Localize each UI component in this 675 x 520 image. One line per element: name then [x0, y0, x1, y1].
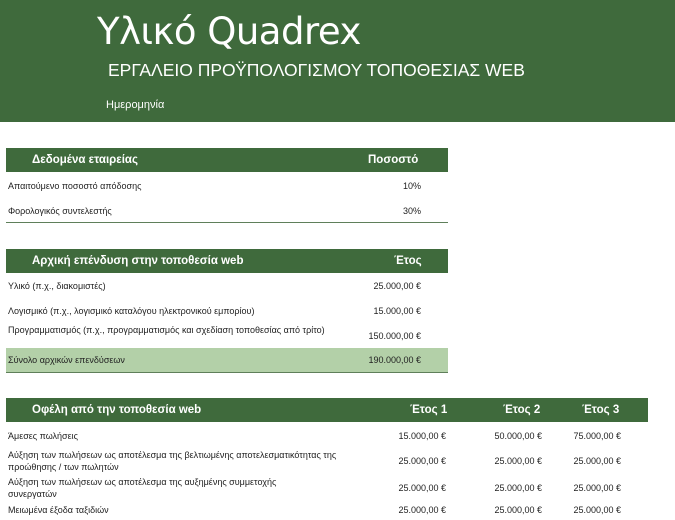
row-value-year-2: 25.000,00 €: [494, 483, 542, 493]
row-value-year-1: 15.000,00 €: [398, 431, 446, 441]
row-label: Απαιτούμενο ποσοστό απόδοσης: [8, 181, 142, 191]
table-row[interactable]: [6, 502, 648, 518]
table-row[interactable]: [6, 303, 448, 319]
benefits-col-year-3: Έτος 3: [582, 404, 620, 416]
row-value-year-1: 25.000,00 €: [398, 505, 446, 515]
investment-col-year: Έτος: [394, 255, 422, 267]
investment-header: [6, 249, 448, 273]
benefits-col-year-2: Έτος 2: [503, 404, 541, 416]
table-bottom-rule: [6, 372, 448, 373]
page-title: Υλικό Quadrex: [97, 10, 361, 53]
row-value-year-3: 75.000,00 €: [573, 431, 621, 441]
row-label: Προγραμματισμός (π.χ., προγραμματισμός και σχεδίαση τοποθεσίας από τρίτο): [8, 325, 325, 335]
table-row[interactable]: [6, 203, 448, 219]
benefits-header: [6, 398, 648, 422]
row-value: 10%: [402, 181, 421, 191]
table-row[interactable]: [6, 475, 648, 501]
row-value: 30%: [402, 206, 421, 216]
row-value: 15.000,00 €: [373, 306, 421, 316]
row-value-year-2: 50.000,00 €: [494, 431, 542, 441]
total-value: 190.000,00 €: [368, 355, 421, 365]
row-label: Υλικό (π.χ., διακομιστές): [8, 281, 106, 291]
table-row[interactable]: [6, 323, 448, 349]
table-row[interactable]: [6, 178, 448, 194]
row-label: Λογισμικό (π.χ., λογισμικό καταλόγου ηλεκτρονικού εμπορίου): [8, 306, 255, 316]
page-subtitle: ΕΡΓΑΛΕΙΟ ΠΡΟΫΠΟΛΟΓΙΣΜΟΥ ΤΟΠΟΘΕΣΙΑΣ WEB: [108, 60, 525, 80]
row-value-year-2: 25.000,00 €: [494, 456, 542, 466]
row-label: Φορολογικός συντελεστής: [8, 206, 112, 216]
row-label: Άμεσες πωλήσεις: [8, 431, 78, 441]
date-label[interactable]: Ημερομηνία: [106, 99, 165, 111]
header-banner: [0, 0, 675, 122]
company-data-col-percent: Ποσοστό: [368, 154, 419, 166]
row-value-year-1: 25.000,00 €: [398, 483, 446, 493]
investment-heading: Αρχική επένδυση στην τοποθεσία web: [32, 255, 244, 267]
row-value-year-3: 25.000,00 €: [573, 456, 621, 466]
row-label: Αύξηση των πωλήσεων ως αποτέλεσμα της βελτιωμένης αποτελεσματικότητας της προώθησης / των πωλητών: [8, 450, 337, 472]
table-row[interactable]: [6, 278, 448, 294]
row-label: Μειωμένα έξοδα ταξιδιών: [8, 505, 109, 515]
benefits-col-year-1: Έτος 1: [410, 404, 448, 416]
row-value: 150.000,00 €: [368, 331, 421, 341]
total-label: Σύνολο αρχικών επενδύσεων: [8, 355, 125, 365]
row-value-year-3: 25.000,00 €: [573, 505, 621, 515]
row-label: Αύξηση των πωλήσεων ως αποτέλεσμα της αυξημένης συμμετοχής συνεργατών: [8, 477, 277, 499]
investment-total-row[interactable]: [6, 348, 448, 372]
company-data-header: [6, 148, 448, 172]
benefits-heading: Οφέλη από την τοποθεσία web: [32, 404, 202, 416]
row-value-year-3: 25.000,00 €: [573, 483, 621, 493]
table-bottom-rule: [6, 222, 448, 223]
row-value-year-2: 25.000,00 €: [494, 505, 542, 515]
table-row[interactable]: [6, 448, 648, 474]
table-row[interactable]: [6, 428, 648, 444]
company-data-heading: Δεδομένα εταιρείας: [32, 154, 138, 166]
row-value-year-1: 25.000,00 €: [398, 456, 446, 466]
row-value: 25.000,00 €: [373, 281, 421, 291]
